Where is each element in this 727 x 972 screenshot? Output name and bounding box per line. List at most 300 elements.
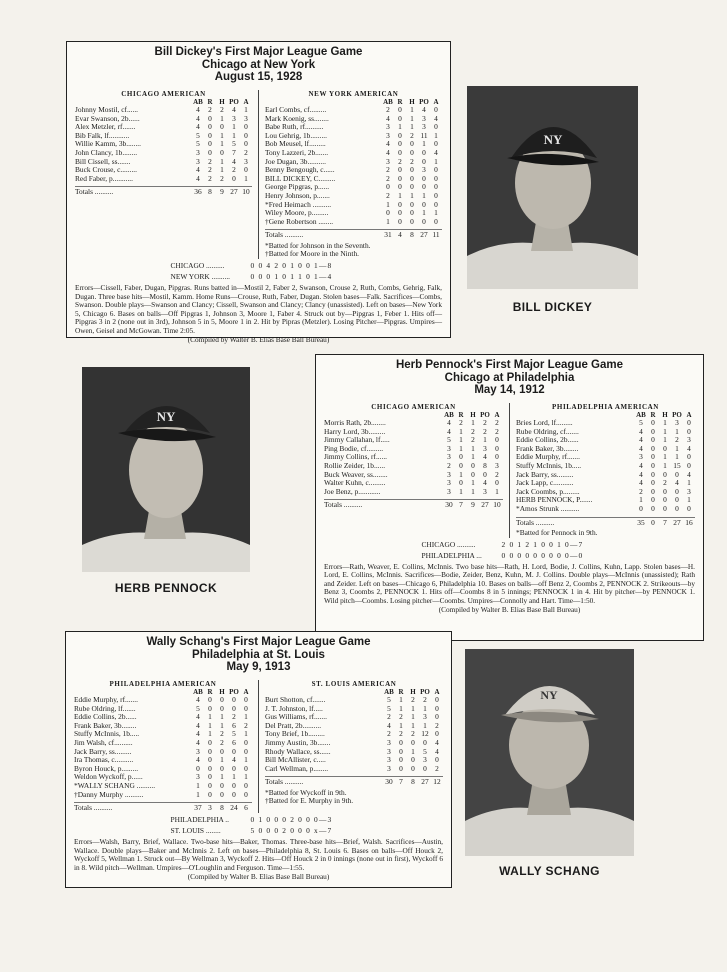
player-stat: 1 (399, 703, 403, 713)
player-stat: 1 (411, 712, 415, 722)
player-name: Alex Metzler, rf....... (75, 123, 136, 132)
player-stat: 4 (196, 729, 200, 739)
player-stat: 0 (422, 199, 426, 209)
player-stat: 0 (495, 452, 499, 462)
player-stat: 4 (232, 755, 236, 765)
player-stat: 0 (232, 781, 236, 791)
line-score-row (75, 262, 442, 271)
home-team-column (258, 680, 443, 813)
player-stat: 0 (434, 199, 438, 209)
player-stat: 5 (387, 703, 391, 713)
player-stat: 1 (471, 478, 475, 488)
player-stat: 0 (232, 703, 236, 713)
player-stat: 1 (399, 695, 403, 705)
compiled-by: (Compiled by Walter B. Elias Base Ball Bureau) (438, 605, 581, 615)
batted-notes (265, 789, 443, 806)
player-stat: 4 (639, 443, 643, 453)
player-stat: 2 (232, 712, 236, 722)
player-stat: 2 (423, 695, 427, 705)
player-name: Buck Crouse, c......... (75, 166, 137, 175)
player-stat: 5 (196, 139, 200, 149)
player-stat: 3 (447, 443, 451, 453)
player-stat: 0 (410, 148, 414, 158)
player-row (265, 115, 442, 124)
player-stat: 3 (232, 113, 236, 123)
player-stat: 5 (387, 695, 391, 705)
player-stat: 0 (435, 695, 439, 705)
totals-label: Totals .......... (75, 188, 114, 197)
player-stat: 0 (244, 165, 248, 175)
player-stat: 0 (675, 504, 679, 514)
player-stat: 0 (663, 504, 667, 514)
totals-stat: 37 (194, 803, 202, 813)
player-stat: 0 (434, 139, 438, 149)
player-row (265, 218, 442, 227)
stat-header: AB (384, 687, 394, 696)
player-stat: 0 (244, 130, 248, 140)
player-row (75, 123, 252, 132)
player-stat: 3 (387, 755, 391, 765)
player-row (75, 140, 252, 149)
player-header-spacer (324, 411, 443, 420)
player-name: Eddie Murphy, rf....... (74, 696, 138, 705)
player-name: Rollie Zeider, 1b...... (324, 462, 386, 471)
player-stat: 0 (434, 191, 438, 201)
player-stat: 0 (208, 789, 212, 799)
totals-label: Totals .......... (74, 804, 113, 813)
stat-header: A (434, 687, 440, 696)
line-score-innings: 2 0 1 2 1 0 0 1 0—7 (501, 539, 584, 549)
player-stat: 3 (244, 156, 248, 166)
player-stat: 3 (386, 122, 390, 132)
player-name: Willie Kamm, 3b........ (75, 140, 142, 149)
game-date: May 9, 1913 (226, 661, 291, 673)
player-stat: 0 (483, 469, 487, 479)
player-stat: 15 (673, 461, 681, 471)
player-stat: 3 (483, 443, 487, 453)
player-stat: 2 (495, 469, 499, 479)
player-stat: 0 (410, 139, 414, 149)
player-name: Bib Falk, lf........... (75, 131, 130, 140)
player-stat: 0 (220, 148, 224, 158)
player-stat: 4 (196, 738, 200, 748)
player-stat: 2 (386, 191, 390, 201)
player-stat: 2 (495, 418, 499, 428)
totals-stat: 30 (445, 500, 453, 510)
player-row (74, 722, 252, 731)
player-stat: 1 (410, 191, 414, 201)
player-stat: 0 (244, 789, 248, 799)
player-name: Ira Thomas, c.......... (74, 756, 134, 765)
player-name: Stuffy McInnis, 1b..... (516, 462, 582, 471)
stat-header: R (207, 687, 213, 696)
player-name: Rube Oldring, lf....... (74, 704, 136, 713)
player-stat: 1 (459, 443, 463, 453)
player-name: Stuffy McInnis, 1b..... (74, 730, 140, 739)
totals-stat: 30 (385, 777, 393, 787)
totals-stat: 24 (230, 803, 238, 813)
player-name: Eddie Murphy, rf....... (516, 453, 580, 462)
player-stat: 1 (422, 139, 426, 149)
player-stat: 2 (220, 173, 224, 183)
player-name: Burt Shotton, cf....... (265, 696, 326, 705)
player-stat: 3 (422, 113, 426, 123)
player-stat: 2 (208, 156, 212, 166)
stat-header: A (494, 410, 500, 419)
team-columns (75, 90, 442, 259)
stat-header: PO (229, 97, 239, 106)
svg-text:NY: NY (540, 688, 558, 702)
player-name: George Pipgras, p...... (265, 183, 330, 192)
player-stat: 0 (208, 755, 212, 765)
player-row (265, 158, 442, 167)
player-stat: 0 (651, 418, 655, 428)
player-stat: 0 (398, 139, 402, 149)
player-name: Earl Combs, cf......... (265, 106, 327, 115)
line-score-row (324, 552, 695, 561)
player-stat: 1 (208, 720, 212, 730)
stat-header: PO (419, 97, 429, 106)
herb-pennock-photo (82, 367, 250, 572)
player-stat: 1 (687, 478, 691, 488)
player-stat: 0 (495, 435, 499, 445)
player-name: Lou Gehrig, 1b......... (265, 131, 327, 140)
caption-bill-dickey: BILL DICKEY (512, 300, 593, 314)
totals-stat: 3 (208, 803, 212, 813)
player-name: Bill McAllister, c..... (265, 756, 326, 765)
stat-header: A (243, 687, 249, 696)
player-name: Carl Wellman, p........ (265, 764, 329, 773)
player-row (75, 149, 252, 158)
player-stat: 1 (220, 712, 224, 722)
player-stat: 4 (639, 478, 643, 488)
player-name: Jim Walsh, cf.......... (74, 739, 133, 748)
totals-stat: 8 (220, 803, 224, 813)
player-stat: 0 (651, 495, 655, 505)
player-stat: 4 (435, 738, 439, 748)
player-row (74, 696, 252, 705)
player-stat: 3 (639, 452, 643, 462)
player-stat: 0 (687, 504, 691, 514)
player-stat: 2 (495, 426, 499, 436)
player-row (516, 428, 695, 437)
player-stat: 1 (244, 772, 248, 782)
stat-header: PO (480, 410, 490, 419)
player-row (324, 419, 503, 428)
player-stat: 1 (196, 781, 200, 791)
player-stat: 4 (483, 478, 487, 488)
player-name: Ping Bodie, cf......... (324, 444, 384, 453)
totals-stat: 27 (230, 187, 238, 197)
totals-stat: 8 (208, 187, 212, 197)
player-stat: 0 (651, 478, 655, 488)
box-score-dickey (66, 41, 451, 344)
player-name: Jimmy Austin, 3b....... (265, 739, 331, 748)
player-name: Gus Williams, rf....... (265, 713, 327, 722)
player-stat: 4 (196, 695, 200, 705)
player-row (74, 713, 252, 722)
player-stat: 0 (651, 452, 655, 462)
player-row (265, 739, 443, 748)
player-stat: 0 (398, 148, 402, 158)
player-row (74, 748, 252, 757)
player-row (75, 158, 252, 167)
stat-header: R (397, 97, 403, 106)
player-stat: 1 (208, 729, 212, 739)
player-stat: 1 (434, 156, 438, 166)
player-header-spacer (265, 688, 383, 697)
player-stat: 4 (483, 452, 487, 462)
player-stat: 1 (687, 495, 691, 505)
player-stat: 3 (423, 755, 427, 765)
totals-stat: 10 (493, 500, 501, 510)
totals-label: Totals .......... (324, 501, 363, 510)
player-name: Jack Lapp, c........... (516, 479, 574, 488)
player-stat: 1 (386, 216, 390, 226)
player-stat: 0 (208, 738, 212, 748)
player-stat: 4 (196, 122, 200, 132)
player-name: Harry Lord, 3b......... (324, 427, 386, 436)
player-stat: 5 (447, 435, 451, 445)
team-name: NEW YORK AMERICAN (308, 89, 399, 98)
player-stat: 0 (220, 763, 224, 773)
player-stat: 5 (423, 746, 427, 756)
player-stat: 3 (687, 435, 691, 445)
player-stat: 4 (232, 105, 236, 115)
player-stat: 0 (471, 461, 475, 471)
totals-stat: 27 (420, 230, 428, 240)
stat-header: H (662, 410, 668, 419)
player-stat: 0 (663, 443, 667, 453)
game-title: Bill Dickey's First Major League Game (154, 46, 363, 58)
player-row (265, 123, 442, 132)
player-stat: 1 (663, 426, 667, 436)
player-stat: 4 (196, 712, 200, 722)
player-row (265, 722, 443, 731)
game-summary: Errors—Walsh, Barry, Brief, Wallace. Two-base hits—Baker, Thomas. Three-base hits—Brief, Walsh. Sacrifices—Austin, Wallace. Double plays—Baker and McInnis 2. Left on bases—Philadelphia 8, St. Louis 6. Bases on balls—Off Houck 2, Wyckoff 5, Wellman 1. Struck out—By Wellman 3, Wyckoff 2. Hits—Off Houck 2 in 0 innings (none out in first), Wyckoff 6 in 8. Wild pitch—Wellman. Umpires—O'Loughlin and Ferguson. Time—1:55. (74, 837, 443, 872)
player-stat: 0 (410, 216, 414, 226)
player-stat: 0 (423, 763, 427, 773)
player-stat: 3 (675, 418, 679, 428)
player-row (265, 765, 443, 774)
player-stat: 0 (399, 738, 403, 748)
totals-stat: 7 (663, 517, 667, 527)
player-stat: 1 (423, 703, 427, 713)
stat-header-row (74, 688, 252, 697)
player-stat: 0 (398, 216, 402, 226)
batted-note: *Batted for Pennock in 9th. (516, 528, 598, 538)
player-stat: 4 (196, 105, 200, 115)
player-stat: 0 (208, 746, 212, 756)
player-stat: 1 (410, 113, 414, 123)
player-stat: 0 (398, 173, 402, 183)
player-stat: 0 (398, 199, 402, 209)
stat-header: A (686, 410, 692, 419)
totals-stat: 9 (471, 500, 475, 510)
batted-note: *Batted for Johnson in the Seventh. (265, 241, 371, 250)
player-stat: 0 (232, 695, 236, 705)
player-name: Mark Koenig, ss........ (265, 114, 329, 123)
player-stat: 0 (410, 199, 414, 209)
player-stat: 1 (410, 105, 414, 115)
player-stat: 0 (244, 695, 248, 705)
player-stat: 11 (420, 130, 428, 140)
player-stat: 1 (220, 156, 224, 166)
player-name: Jimmy Callahan, lf..... (324, 436, 390, 445)
player-stat: 0 (244, 746, 248, 756)
player-stat: 1 (459, 435, 463, 445)
player-stat: 0 (471, 469, 475, 479)
player-stat: 1 (675, 452, 679, 462)
player-name: Red Faber, p........... (75, 174, 133, 183)
player-stat: 0 (386, 182, 390, 192)
player-name: Byron Houck, p......... (74, 764, 139, 773)
player-stat: 0 (220, 695, 224, 705)
player-stat: 0 (232, 746, 236, 756)
player-row (265, 705, 443, 714)
player-stat: 1 (663, 452, 667, 462)
line-score-innings: 0 1 0 0 0 2 0 0 0—3 (250, 814, 333, 824)
player-stat: 1 (220, 165, 224, 175)
line-score-row (75, 273, 442, 282)
player-stat: 2 (471, 426, 475, 436)
player-stat: 1 (220, 130, 224, 140)
player-stat: 0 (435, 703, 439, 713)
player-stat: 1 (471, 486, 475, 496)
player-stat: 0 (663, 486, 667, 496)
totals-label: Totals .......... (516, 518, 555, 527)
player-row (516, 488, 695, 497)
player-stat: 4 (435, 746, 439, 756)
player-stat: 0 (208, 703, 212, 713)
player-name: Bries Lord, lf......... (516, 419, 573, 428)
player-row (265, 713, 443, 722)
player-stat: 0 (220, 789, 224, 799)
player-stat: 0 (244, 139, 248, 149)
player-stat: 1 (411, 703, 415, 713)
player-stat: 2 (675, 435, 679, 445)
stat-header: AB (636, 410, 646, 419)
player-stat: 1 (471, 443, 475, 453)
player-name: Tony Lazzeri, 2b....... (265, 149, 329, 158)
player-stat: 1 (220, 772, 224, 782)
player-name: Walter Kuhn, c......... (324, 479, 386, 488)
player-name: HERB PENNOCK, P....... (516, 496, 593, 505)
player-stat: 1 (196, 789, 200, 799)
player-stat: 4 (196, 173, 200, 183)
away-team-column (74, 680, 252, 813)
player-stat: 1 (422, 191, 426, 201)
player-row (516, 505, 695, 514)
player-stat: 0 (663, 495, 667, 505)
totals-stat: 4 (398, 230, 402, 240)
player-stat: 0 (687, 461, 691, 471)
player-stat: 1 (459, 486, 463, 496)
stat-header: PO (672, 410, 682, 419)
player-stat: 0 (208, 113, 212, 123)
player-stat: 0 (434, 182, 438, 192)
totals-stat: 27 (421, 777, 429, 787)
game-subtitle: Chicago at Philadelphia (444, 371, 575, 384)
player-name: *Amos Strunk .......... (516, 505, 580, 514)
player-stat: 0 (422, 182, 426, 192)
player-stat: 4 (196, 165, 200, 175)
game-title: Wally Schang's First Major League Game (146, 636, 371, 648)
player-stat: 1 (232, 122, 236, 132)
player-row (74, 773, 252, 782)
player-stat: 0 (244, 781, 248, 791)
player-row (516, 462, 695, 471)
player-stat: 0 (651, 504, 655, 514)
player-stat: 2 (435, 763, 439, 773)
player-stat: 0 (651, 426, 655, 436)
player-stat: 3 (387, 763, 391, 773)
svg-text:NY: NY (156, 409, 176, 424)
player-name: Jack Barry, ss......... (516, 470, 574, 479)
stat-header: AB (444, 410, 454, 419)
player-stat: 2 (208, 165, 212, 175)
player-stat: 0 (410, 182, 414, 192)
player-stat: 8 (483, 461, 487, 471)
stat-header: H (410, 687, 416, 696)
line-score-team: CHICAGO .......... (421, 539, 476, 549)
totals-row (324, 499, 503, 510)
totals-row (74, 802, 252, 813)
player-stat: 2 (399, 729, 403, 739)
player-stat: 1 (220, 720, 224, 730)
player-name: Bob Meusel, lf......... (265, 140, 326, 149)
player-stat: 1 (483, 435, 487, 445)
player-stat: 0 (422, 156, 426, 166)
player-stat: 0 (399, 763, 403, 773)
player-stat: 3 (386, 156, 390, 166)
player-row (265, 183, 442, 192)
game-summary: Errors—Cissell, Faber, Dugan, Pipgras. Runs batted in—Mostil 2, Faber 2, Swanson, Crouse 2, Ruth, Combs, Gehrig, Falk, Dugan. Three base hits—Mostil, Kamm. Home Runs—Crouse, Ruth, Faber, Dugan. Stolen bases—Falk. Sacrifices—Combs, Swanson. Double plays—Swanson and Clancy; Cissell, Swanson and Clancy; Clancy (unassisted). Left on bases—New York 5, Chicago 6. Bases on balls—Off Pipgras 1, Johnson 3, Moore 1, Faber 4. Struck out by—Pipgras 1, Feber 1. Hits off—Pipgras 3 in 2 (none out in 3rd), Johnson 5 in 5, Moore 1 in 2. Hit by Pipras (Metzler). Losing Pitcher—Pipgras. Umpires—Owen, Geisel and McGowan. Time 2:05. (75, 283, 442, 335)
player-stat: 4 (639, 469, 643, 479)
batted-note: †Batted for Moore in the Ninth. (265, 249, 360, 259)
player-row (324, 445, 503, 454)
totals-stat: 27 (673, 517, 681, 527)
player-name: Frank Baker, 3b........ (516, 444, 579, 453)
player-stat: 2 (387, 729, 391, 739)
player-stat: 4 (687, 443, 691, 453)
player-row (324, 479, 503, 488)
line-score-row (324, 541, 695, 550)
player-stat: 3 (447, 452, 451, 462)
player-stat: 1 (459, 469, 463, 479)
player-stat: 2 (399, 712, 403, 722)
stat-header: R (207, 97, 213, 106)
stat-header: AB (193, 97, 203, 106)
totals-stat: 10 (242, 187, 250, 197)
player-stat: 4 (639, 461, 643, 471)
player-stat: 4 (434, 113, 438, 123)
player-stat: 3 (447, 478, 451, 488)
player-header-spacer (74, 688, 192, 697)
player-name: Joe Benz, p............ (324, 487, 381, 496)
player-stat: 5 (232, 139, 236, 149)
player-stat: 1 (471, 418, 475, 428)
team-name: ST. LOUIS AMERICAN (311, 679, 397, 688)
player-stat: 1 (434, 130, 438, 140)
player-name: Babe Ruth, rf.......... (265, 123, 324, 132)
player-stat: 1 (471, 452, 475, 462)
player-stat: 1 (411, 720, 415, 730)
player-stat: 0 (459, 452, 463, 462)
bill-dickey-photo (467, 86, 638, 289)
team-name: PHILADELPHIA AMERICAN (109, 679, 217, 688)
player-stat: 3 (447, 469, 451, 479)
